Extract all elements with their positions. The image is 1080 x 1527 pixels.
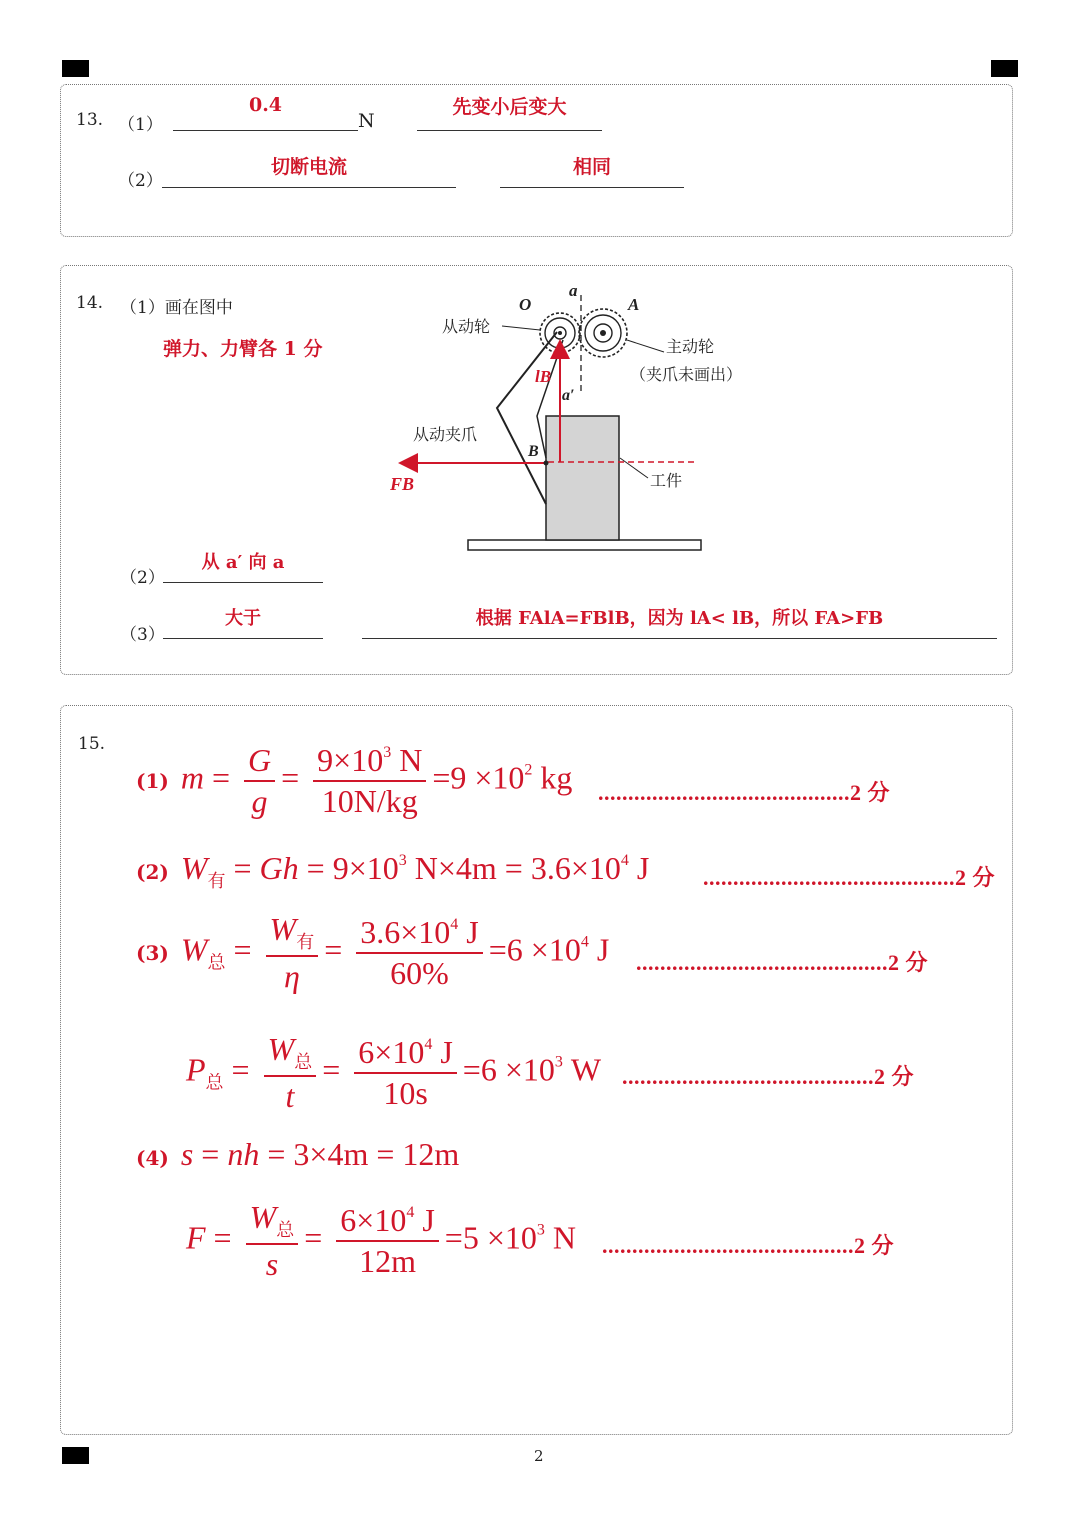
q14-part1-label: （1）画在图中 [120,298,233,318]
label-driving-note: （夹爪未画出） [630,365,743,384]
q14-part3-blank [163,608,323,639]
point-B-dot [544,461,549,466]
leader-workpiece [620,458,648,478]
q13-part1-label: （1） [118,115,163,135]
q14-number: 14. [76,293,104,313]
q15-score-2: ..........................................2 分 [703,865,996,890]
q14-part3-answer: 大于 [225,608,261,629]
label-O: O [519,295,532,314]
q15-score-4: ..........................................2 分 [622,1064,915,1089]
q15-score-1: ..........................................2 分 [598,780,891,805]
q13-part2-blank2 [500,156,684,188]
q14-part3-label: （3） [120,625,165,645]
q13-part2-answer2: 相同 [572,156,611,178]
label-driving-wheel: 主动轮 [666,337,715,356]
q14-part3-reason: 根据 FAlA=FBlB，因为 lA< lB，所以 FA>FB [475,608,884,629]
q13-part1-blank2 [417,96,602,131]
driving-gear [579,309,627,357]
corner-marker-bottom-left [62,1447,89,1464]
q13-part1-answer: 0.4 [248,94,283,116]
q13-part1-answer2: 先变小后变大 [452,96,567,118]
base-plate [468,540,701,550]
label-lB: lB [535,367,552,386]
q14-scoring-note: 弹力、力臂各 1 分 [163,338,323,360]
corner-marker-top-right [991,60,1018,77]
q15-eq1-mass: (1) m = $\frac{G}{g}$ = $\frac{9\times 10^3 N}{10N/kg}$ $=9 \times 10^2$ kg [136,742,573,820]
label-driven-wheel: 从动轮 [442,317,491,336]
q15-eq3-total-power: $P_总$ = $\frac{W_总}{t}$ = $\frac{6\times 10^4 J}{10s}$ $=6 \times 10^3$ W [186,1031,602,1114]
q13-part2-answer: 切断电流 [270,156,347,178]
q13-number: 13. [76,110,104,130]
label-driven-claw: 从动夹爪 [413,425,478,444]
q13-part1-blank [173,94,358,131]
label-A: A [628,295,640,314]
q13-part1-unit: N [358,110,375,132]
q14-part3-reason-blank [362,608,997,639]
label-B: B [528,443,539,460]
q15-score-3: ..........................................2 分 [636,950,929,975]
leader-driven-wheel [502,326,540,330]
page-number: 2 [534,1447,544,1465]
label-a-prime: a′ [562,387,575,404]
q14-diagram [380,280,780,555]
q13-part2-blank [162,156,456,188]
leader-driving-wheel [627,340,664,352]
label-a: a [569,281,578,300]
label-workpiece: 工件 [650,471,683,490]
q14-part2-label: （2） [120,568,165,588]
corner-marker-top-left [62,60,89,77]
q15-eq4-distance: (4) s = nh = 3×4m = 12m [136,1136,460,1172]
q15-score-5: ..........................................2 分 [602,1233,895,1258]
q15-eq3-total-work: (3) $W_总$ = $\frac{W_有}{\eta}$ = $\frac{3.6\times 10^4 J}{60\%}$ $=6 \times 10^4$ J [136,911,610,994]
q15-eq2-useful-work: (2) $W_有 = Gh = 9\times 10^3$ $N\times 4m = 3.6\times 10^4$ J [136,850,650,892]
workpiece-block [546,416,619,540]
q15-number: 15. [78,734,106,754]
q14-part2-blank [163,552,323,583]
label-FB: FB [390,474,415,494]
q13-part2-label: （2） [118,171,163,191]
q15-eq4-force: F = $\frac{W_总}{s}$ = $\frac{6\times 10^4 J}{12m}$ $=5 \times 10^3$ N [186,1199,576,1282]
q14-part2-answer: 从 a′ 向 a [201,552,285,573]
